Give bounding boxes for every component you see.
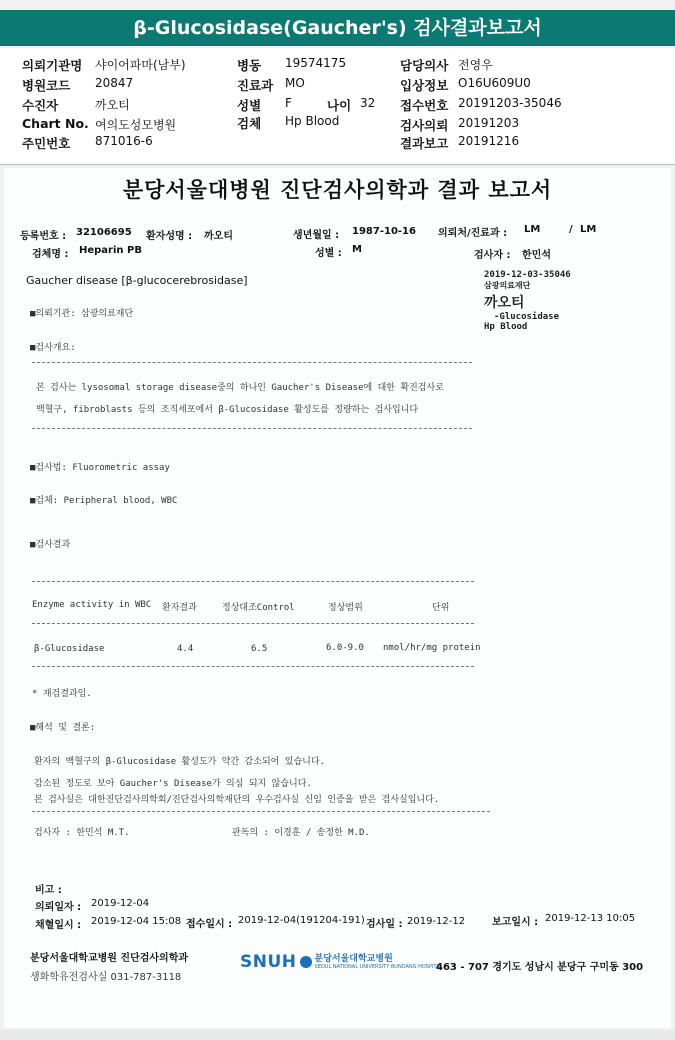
table-header: 환자결과	[162, 603, 197, 613]
accession-info-label: 입상정보	[400, 78, 449, 93]
request-date-value: 20191203	[458, 116, 520, 130]
table-cell: 4.4	[177, 644, 194, 654]
report-label: 결과보고	[400, 136, 449, 151]
report-heading: 분당서울대병원 진단검사의학과 결과 보고서	[122, 178, 553, 202]
receipt-time-value: 2019-12-04(191204-191)	[238, 915, 365, 926]
patient-name-value: 까오티	[204, 231, 233, 242]
referral-dept-a: LM	[524, 224, 541, 235]
rrn-value: 871016-6	[95, 134, 153, 148]
request-date-label: 의뢰일자 :	[35, 902, 82, 913]
table-header: 정상범위	[328, 603, 363, 613]
reg-no-label: 등록번호 :	[20, 231, 67, 242]
overview-line-1: 본 검사는 lysosomal storage disease중의 하나인 Gaucher's Disease에 대한 확진검사로	[36, 383, 444, 393]
referral-label: 의뢰처/진료과 :	[438, 228, 508, 239]
interpretation-line-2: 감소된 정도로 보아 Gaucher's Disease가 의심 되지 않습니다.	[34, 779, 312, 789]
age-value: 32	[360, 96, 376, 110]
hospital-code-label: 병원코드	[22, 78, 71, 93]
report-time-value: 2019-12-13 10:05	[545, 913, 636, 924]
dob-label: 생년월일 :	[293, 230, 340, 241]
test-title: Gaucher disease [β-glucocerebrosidase]	[26, 274, 248, 287]
snuh-logo	[240, 952, 442, 972]
tester-label: 검사자 :	[474, 250, 511, 261]
table-header: Enzyme activity in WBC	[32, 600, 152, 610]
tester-value: 한민석	[522, 250, 551, 261]
interpretation-line-1: 환자의 백혈구의 β-Glucosidase 활성도가 약간 감소되어 있습니다.	[34, 757, 325, 767]
report-sex-value: M	[352, 244, 362, 255]
stamp-patient: 까오티	[484, 295, 525, 311]
age-label: 나이	[327, 98, 352, 113]
footer-department: 분당서울대학교병원 진단검사의학과	[30, 953, 189, 964]
test-date-value: 2019-12-12	[407, 916, 466, 927]
report-time-label: 보고일시 :	[492, 917, 539, 928]
divider	[32, 623, 474, 624]
receipt-no-value: 20191203-35046	[458, 96, 562, 110]
institution-label: 의뢰기관명	[22, 58, 83, 73]
request-date-value: 2019-12-04	[91, 898, 150, 909]
test-date-label: 검사일 :	[366, 919, 403, 930]
table-header: 단위	[432, 603, 450, 613]
divider	[32, 428, 472, 429]
page-bottom-edge	[0, 1030, 675, 1040]
stamp-test: -Glucosidase	[494, 312, 560, 322]
request-info-panel	[0, 48, 675, 165]
rrn-label: 주민번호	[22, 136, 71, 151]
ward-label: 병동	[237, 58, 262, 73]
patient-value: 까오티	[95, 98, 130, 112]
table-cell: β-Glucosidase	[34, 644, 105, 654]
interpretation-heading: ■해석 및 결론:	[30, 723, 96, 733]
overview-line-2: 백혈구, fibroblasts 등의 조직세포에서 β-Glucosidase 활성도를 정량하는 검사입니다	[36, 405, 419, 415]
chart-no-value: 여의도성모병원	[95, 118, 177, 132]
draw-time-label: 채혈일시 :	[35, 920, 82, 931]
divider	[32, 581, 474, 582]
referral-separator: /	[569, 224, 573, 235]
result-heading: ■검사결과	[30, 540, 71, 550]
chart-no-label: Chart No.	[22, 116, 89, 131]
logo-hospital-name: 분당서울대학교병원	[314, 954, 393, 964]
requesting-org: ■의뢰기관: 삼광의료재단	[30, 309, 134, 319]
stamp-lab-name: 삼광의료재단	[484, 281, 531, 290]
table-header: 정상대조Control	[222, 603, 295, 613]
dob-value: 1987-10-16	[352, 226, 416, 237]
report-sex-label: 성별 :	[315, 248, 342, 259]
remarks-label: 비고 :	[35, 885, 62, 896]
logo-wordmark: SNUH	[240, 952, 297, 972]
retest-note: * 재검결과임.	[32, 689, 92, 699]
doctor-label: 담당의사	[400, 58, 449, 73]
divider	[32, 811, 490, 812]
divider	[32, 362, 472, 363]
footer-phone: 생화학유전검사실 031-787-3118	[30, 972, 182, 983]
draw-time-value: 2019-12-04 15:08	[91, 916, 182, 927]
receipt-no-label: 접수번호	[400, 98, 449, 113]
table-cell: nmol/hr/mg protein	[383, 643, 481, 653]
hospital-code-value: 20847	[95, 76, 134, 90]
sample-type: ■검체: Peripheral blood, WBC	[30, 496, 178, 506]
patient-label: 수진자	[22, 98, 59, 113]
divider	[32, 666, 474, 667]
specimen-name-label: 검체명 :	[32, 249, 69, 260]
sex-value: F	[285, 96, 292, 110]
report-title: β-Glucosidase(Gaucher's) 검사결과보고서	[133, 17, 542, 39]
stamp-accession: 2019-12-03-35046	[484, 270, 571, 280]
table-cell: 6.5	[251, 644, 268, 654]
sex-label: 성별	[237, 98, 262, 113]
hospital-address: 463 - 707 경기도 성남시 분당구 구미동 300	[436, 962, 644, 973]
method: ■검사법: Fluorometric assay	[30, 463, 170, 473]
interpretation-line-3: 본 검사실은 대한진단검사의학회/진단검사의학재단의 우수검사실 신임 인증을 받은 검사실입니다.	[34, 795, 440, 805]
signer: 검사자 : 한민석 M.T.	[34, 828, 130, 838]
stamp-specimen: Hp Blood	[484, 322, 528, 332]
dept-label: 진료과	[237, 78, 274, 93]
specimen-label: 검체	[237, 116, 262, 131]
overview-heading: ■검사개요:	[30, 343, 76, 353]
dept-value: MO	[285, 76, 305, 90]
specimen-value: Hp Blood	[285, 114, 340, 128]
hospital-emblem-icon	[300, 956, 312, 968]
reg-no-value: 32106695	[76, 227, 132, 238]
ward-value: 19574175	[285, 56, 347, 70]
lab-report-document	[4, 168, 671, 1028]
reviewer: 판독의 : 이경훈 / 송정한 M.D.	[232, 828, 370, 838]
table-cell: 6.0-9.0	[326, 643, 364, 653]
doctor-value: 전영우	[458, 58, 493, 72]
accession-info-value: O16U609U0	[458, 76, 531, 90]
patient-name-label: 환자성명 :	[146, 231, 193, 242]
referral-dept-b: LM	[580, 224, 597, 235]
request-label: 검사의뢰	[400, 118, 449, 133]
specimen-name-value: Heparin PB	[79, 245, 142, 256]
report-date-value: 20191216	[458, 134, 520, 148]
institution-value: 샤이어파마(남부)	[95, 58, 186, 72]
report-title-bar	[0, 10, 675, 46]
specimen-label-stamp	[484, 270, 571, 332]
receipt-time-label: 접수일시 :	[186, 919, 233, 930]
logo-hospital-subtitle: SEOUL NATIONAL UNIVERSITY BUNDANG HOSPITAL	[314, 964, 443, 970]
